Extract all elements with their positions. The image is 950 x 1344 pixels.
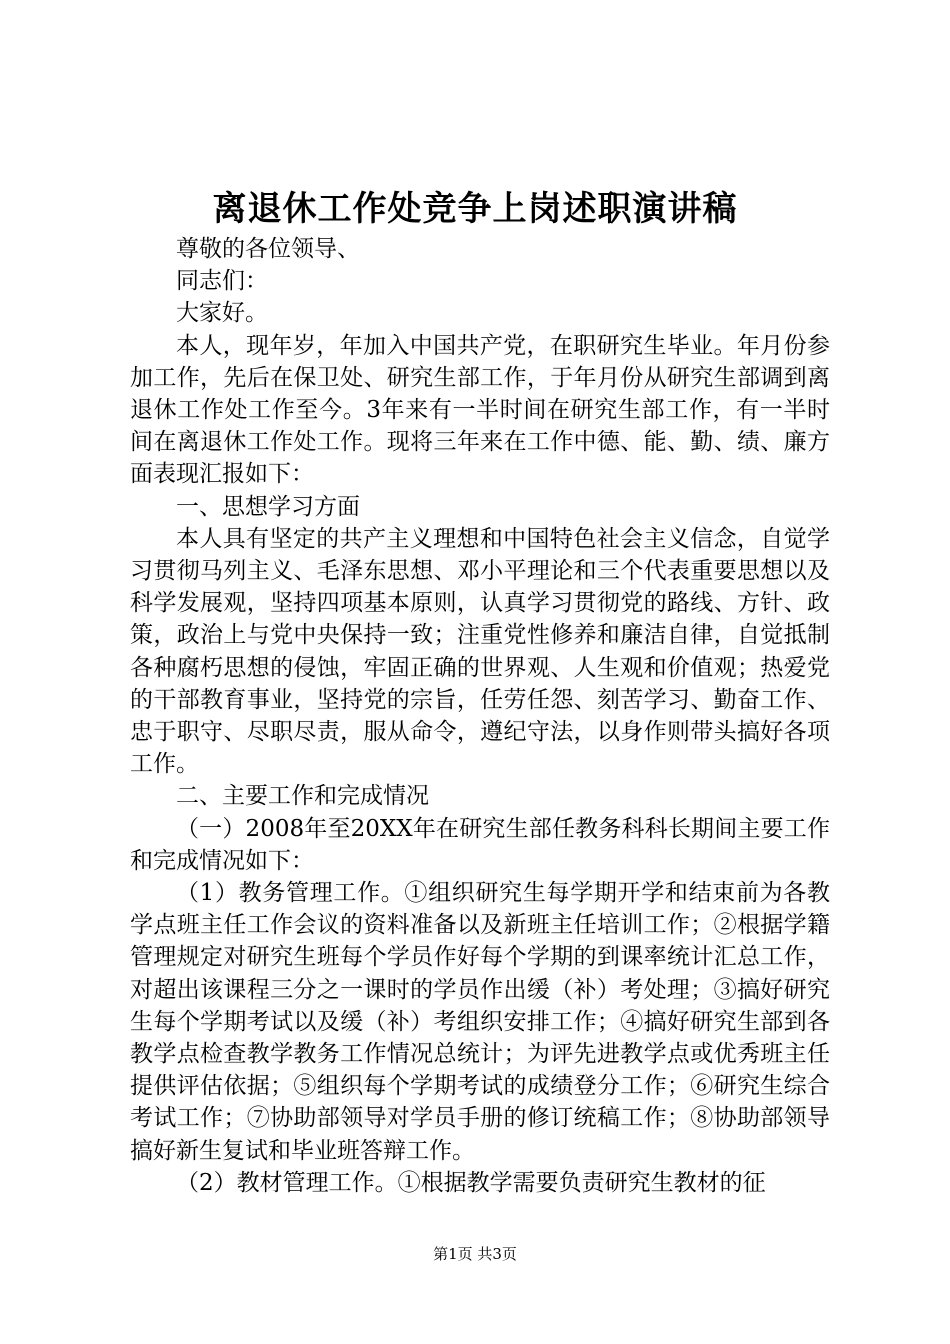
section-heading-work: 二、主要工作和完成情况	[176, 783, 429, 810]
greeting: 大家好。	[176, 300, 268, 327]
salutation-comrades: 同志们：	[176, 268, 268, 295]
salutation-leaders: 尊敬的各位领导、	[176, 236, 360, 262]
document-title: 离退休工作处竞争上岗述职演讲稿	[212, 189, 738, 229]
thought-paragraph: 本人具有坚定的共产主义理想和中国特色社会主义信念，自觉学习贯彻马列主义、毛泽东思想、邓小平理论和三个代表重要思想以及科学发展观，坚持四项基本原则，认真学习贯彻党的路线、方针、政策，政治上与党中央保持一致；注重党性修养和廉洁自律，自觉抵制各种腐朽思想的侵蚀，牢固正确的世界观、人生观和价值观；热爱党的干部教育事业，坚持党的宗旨，任劳任怨、刻苦学习、勤奋工作、忠于职守、尽职尽责，服从命令，遵纪守法，以身作则带头搞好各项工作。	[130, 525, 830, 778]
section-heading-thought: 一、思想学习方面	[176, 493, 360, 520]
textbook-paragraph: （2）教材管理工作。①根据教学需要负责研究生教材的征	[176, 1169, 766, 1196]
subsection-heading: （一）2008年至20XX年在研究生部任教务科科长期间主要工作和完成情况如下：	[130, 815, 830, 874]
document-body	[130, 233, 830, 1199]
intro-paragraph: 本人，现年岁，年加入中国共产党，在职研究生毕业。年月份参加工作，先后在保卫处、研究生部工作，于年月份从研究生部调到离退休工作处工作至今。3年来有一半时间在研究生部工作，有一半时间在离退休工作处工作。现将三年来在工作中德、能、勤、绩、廉方面表现汇报如下：	[130, 332, 830, 488]
academic-affairs-paragraph: （1）教务管理工作。①组织研究生每学期开学和结束前为各教学点班主任工作会议的资料准备以及新班主任培训工作；②根据学籍管理规定对研究生班每个学员作好每个学期的到课率统计汇总工作，对超出该课程三分之一课时的学员作出缓（补）考处理；③搞好研究生每个学期考试以及缓（补）考组织安排工作；④搞好研究生部到各教学点检查教学教务工作情况总统计；为评先进教学点或优秀班主任提供评估依据；⑤组织每个学期考试的成绩登分工作；⑥研究生综合考试工作；⑦协助部领导对学员手册的修订统稿工作；⑧协助部领导搞好新生复试和毕业班答辩工作。	[130, 880, 830, 1164]
page-footer: 第1页 共3页	[433, 1245, 517, 1263]
